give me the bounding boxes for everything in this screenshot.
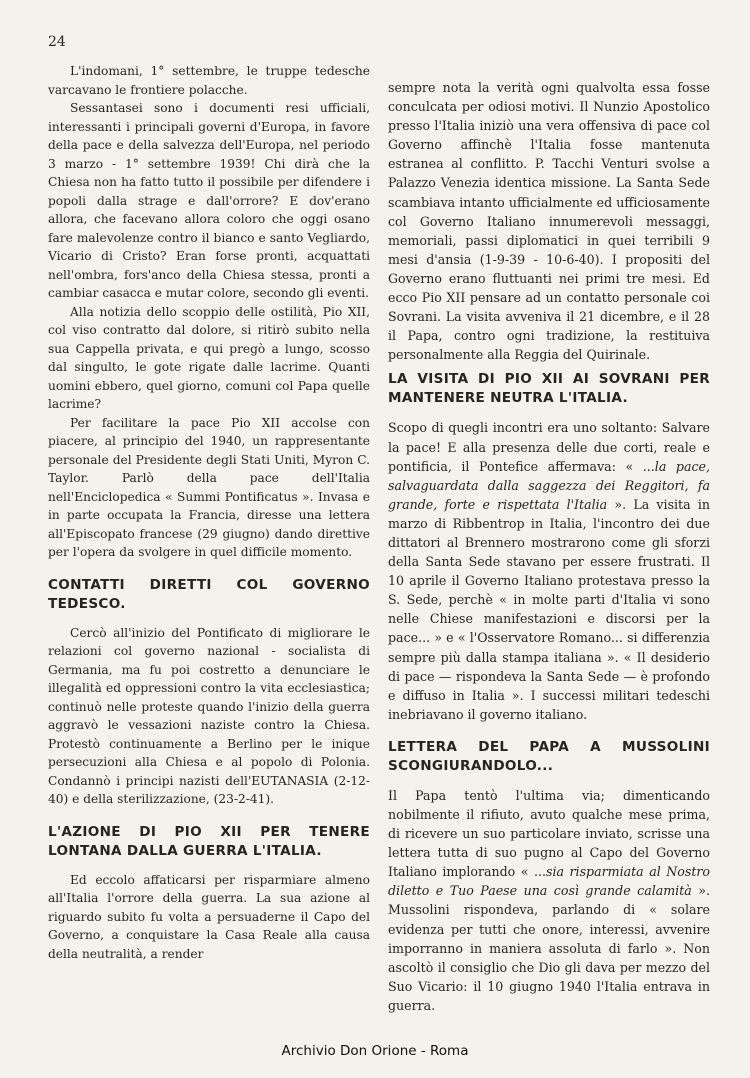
paragraph: Ed eccolo affaticarsi per risparmiare almeno all'Italia l'orrore della guerra. La sua azione al riguardo subito fu volta a persuaderne il Capo del Governo, a conquistare la Casa Reale alla causa della neutralità, a render: [48, 872, 370, 961]
text-run: Scopo di quegli incontri era uno soltanto: Salvare la pace! E alla presenza delle due corti, reale e pontificia, il Pontefice affermava: «: [388, 420, 710, 474]
text-run: ». Mussolini rispondeva, parlando di « solare evidenza per tutti che onore, interessi, avvenire imporranno in maniera assoluta di farlo ». Non ascoltò il consiglio che Dio gli dava per mezzo del Suo Vicario: il 10 giugno 1940 l'Italia entrava in guerra.: [388, 883, 710, 1013]
right-column: [388, 78, 710, 1015]
section-heading: CONTATTI DIRETTI COL GOVERNO TEDESCO.: [48, 576, 370, 612]
section-heading: LA VISITA DI PIO XII AI SOVRANI PER MANTENERE NEUTRA L'ITALIA.: [388, 371, 710, 407]
quote-italic: ...la pace, salvaguardata dalla saggezza dei Reggitori, fa grande, forte e rispettata l'Italia: [388, 458, 710, 512]
paragraph: L'indomani, 1° settembre, le truppe tedesche varcavano le frontiere polacche.: [48, 64, 370, 97]
paragraph: sempre nota la verità ogni qualvolta essa fosse conculcata per odiosi motivi. Il Nunzio Apostolico presso l'Italia iniziò una vera offensiva di pace col Governo affinchè l'Italia fosse mantenuta estranea al conflitto. P. Tacchi Venturi svolse a Palazzo Venezia identica missione. La Santa Sede scambiava intanto ufficialmente ed ufficiosamente col Governo Italiano innumerevoli messaggi, memoriali, passi diplomatici in quei terribili 9 mesi d'ansia (1-9-39 - 10-6-40). I propositi del Governo erano fluttuanti nei primi tre mesi. Ed ecco Pio XII pensare ad un contatto personale coi Sovrani. La visita avveniva il 21 dicembre, e il 28 il Papa, contro ogni tradizione, la restituiva personalmente alla Reggia del Quirinale.: [388, 80, 710, 363]
archive-footer: Archivio Don Orione - Roma: [281, 1043, 469, 1059]
paragraph: Per facilitare la pace Pio XII accolse con piacere, al principio del 1940, un rappresentante personale del Presidente degli Stati Uniti, Myron C. Taylor. Parlò della pace dell'Italia nell'Enciclopedica « Summi Pontificatus ». Invasa e in parte occupata la Francia, diresse una lettera all'Episcopato francese (29 giugno) dando direttive per l'opera da svolgere in quel difficile momento.: [48, 415, 370, 559]
paragraph: [388, 786, 710, 1015]
text-run: ». La visita in marzo di Ribbentrop in Italia, l'incontro dei due dittatori al Brennero mostrarono come gli sforzi della Santa Sede stavano per essere frustrati. Il 10 aprile il Governo Italiano protestava presso la S. Sede, perchè « in molte parti d'Italia vi sono nelle Chiese manifestazioni e discorsi per la pace... » e « l'Osservatore Romano... si differenzia sempre più dalla stampa italiana ». « Il desiderio di pace — rispondeva la Santa Sede — è profondo e diffuso in Italia ». I successi militari tedeschi inebriavano il governo italiano.: [388, 496, 710, 722]
section-heading: LETTERA DEL PAPA A MUSSOLINI SCONGIURANDOLO...: [388, 738, 710, 774]
quote-italic: ...sia risparmiata al Nostro diletto e Tuo Paese una così grande calamità: [388, 864, 710, 899]
text-run: Il Papa tentò l'ultima via; dimenticando nobilmente il rifiuto, avuto qualche mese prima, di ricevere un suo particolare inviato, scrisse una lettera tutta di suo pugno al Capo del Governo Italiano implorando «: [388, 787, 710, 880]
page-number: 24: [48, 34, 66, 50]
section-heading: L'AZIONE DI PIO XII PER TENERE LONTANA DALLA GUERRA L'ITALIA.: [48, 823, 370, 859]
paragraph: Sessantasei sono i documenti resi ufficiali, interessanti i principali governi d'Europa, in favore della pace e della salvezza dell'Europa, nel periodo 3 marzo - 1° settembre 1939! Chi dirà che la Chiesa non ha fatto tutto il possibile per difendere i popoli dalla strage e dall'orrore? E dov'erano allora, che facevano allora coloro che oggi osano fare malevolenze contro il bianco e santo Vegliardo, Vicario di Cristo? Eran forse pronti, acquattati nell'ombra, fors'anco della Chiesa stessa, pronti a cambiar casacca e mutar colore, secondo gli eventi.: [48, 101, 370, 300]
paragraph: Alla notizia dello scoppio delle ostilità, Pio XII, col viso contratto dal dolore, si ritirò subito nella sua Cappella privata, e qui pregò a lungo, scosso dal singulto, le gote rigate dalle lacrime. Quanti uomini ebbero, quel giorno, comuni col Papa quelle lacrime?: [48, 304, 370, 411]
paragraph: [388, 418, 710, 724]
left-column: [48, 62, 370, 963]
paragraph: Cercò all'inizio del Pontificato di migliorare le relazioni col governo nazional - socialista di Germania, ma fu poi costretto a denunciare le illegalità ed oppressioni contro la vita ecclesiastica; continuò nelle proteste quando l'inizio della guerra aggravò le vessazioni naziste contro la Chiesa. Protestò continuamente a Berlino per le inique persecuzioni alla Chiesa e al popolo di Polonia. Condannò i principi nazisti dell'EUTANASIA (2-12-40) e della sterilizzazione, (23-2-41).: [48, 625, 370, 806]
